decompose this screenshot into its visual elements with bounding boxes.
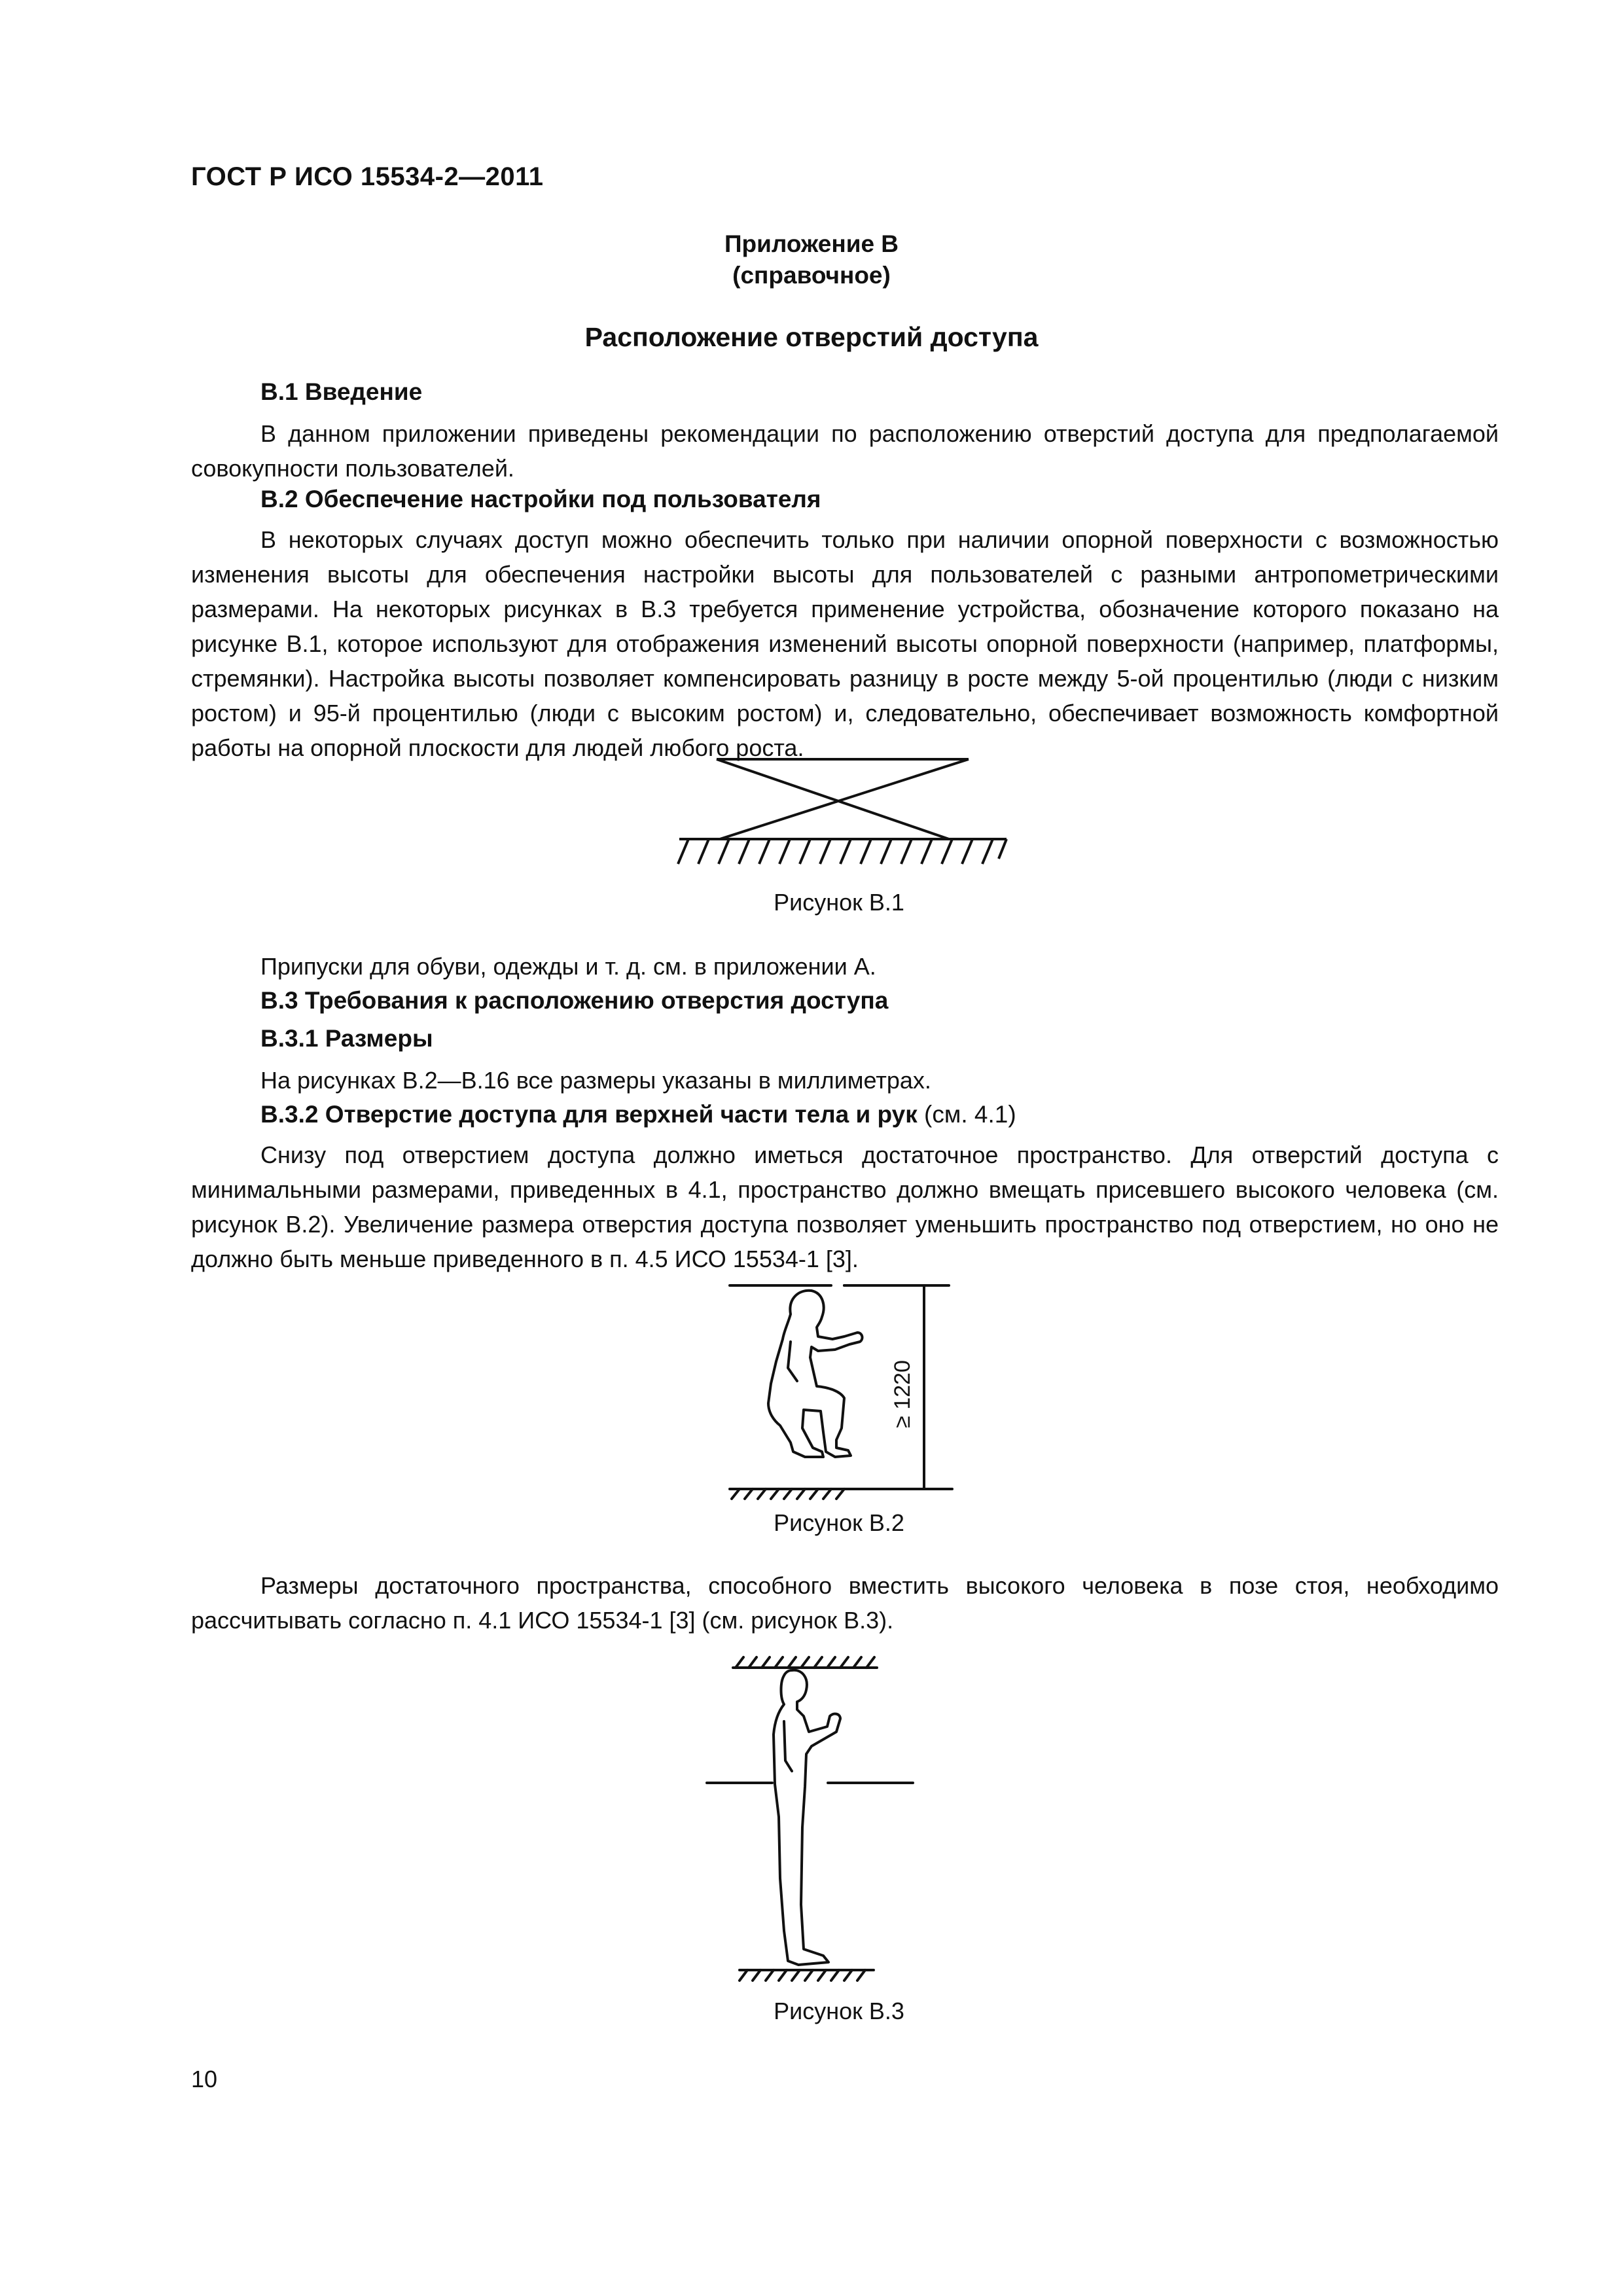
annex-title: Приложение В: [724, 230, 899, 257]
figure-b3-standing-person: [707, 1656, 929, 1990]
figure-b3-caption: Рисунок В.3: [774, 1998, 904, 2024]
section-b31-title: В.3.1 Размеры: [260, 1025, 433, 1052]
section-b32-title-text: В.3.2 Отверстие доступа для верхней части тела и рук: [260, 1101, 918, 1128]
section-b1-title: В.1 Введение: [260, 378, 423, 405]
section-b2-text: В некоторых случаях доступ можно обеспечить только при наличии опорной поверхности с возможностью изменения высоты для обеспечения настройки высоты для пользователей с разными антропометрическими размерами. На некоторых рисунках в В.3 требуется применение устройства, обозначение которого показано на рисунке В.1, которое используют для отображения изменений высоты опорной поверхности (например, платформы, стремянки). Настройка высоты позволяет компенсировать разницу в росте между 5-ой процентилью (люди с низким ростом) и 95-й процентилью (люди с высоким ростом) и, следовательно, обеспечивает возможность комфортной работы на опорной плоскости для людей любого роста.: [191, 526, 1499, 761]
annex-heading: Расположение отверстий доступа: [584, 322, 1039, 352]
figure-b1-caption: Рисунок В.1: [774, 889, 904, 916]
section-b2-title: В.2 Обеспечение настройки под пользователя: [260, 486, 821, 512]
document-id: ГОСТ Р ИСО 15534-2—2011: [191, 162, 544, 191]
section-b31-text: На рисунках В.2—В.16 все размеры указаны в миллиметрах.: [260, 1067, 931, 1094]
section-b3-title: В.3 Требования к расположению отверстия доступа: [260, 987, 889, 1014]
page-number: 10: [191, 2066, 218, 2092]
section-b32-text: Снизу под отверстием доступа должно иметься достаточное пространство. Для отверстий доступа с минимальными размерами, приведенных в 4.1, пространство должно вмещать присевшего высокого человека (см. рисунок В.2). Увеличение размера отверстия доступа позволяет уменьшить пространство под отверстием, но оно не должно быть меньше приведенного в п. 4.5 ИСО 15534-1 [3].: [191, 1141, 1499, 1272]
annex-kind: (справочное): [732, 262, 891, 289]
section-b32-note: Размеры достаточного пространства, способного вместить высокого человека в позе стоя, необходимо рассчитывать согласно п. 4.1 ИСО 15534-1 [3] (см. рисунок В.3).: [191, 1572, 1499, 1634]
figure-b2-dimension-label: ≥ 1220: [890, 1360, 915, 1428]
figure-b1-platform-symbol: [674, 753, 1014, 877]
section-b32-ref: (см. 4.1): [917, 1101, 1016, 1128]
section-b32-title: [260, 1101, 1016, 1128]
section-b2-note: Припуски для обуви, одежды и т. д. см. в приложении А.: [260, 953, 876, 980]
section-b1-text: В данном приложении приведены рекомендации по расположению отверстий доступа для предполагаемой совокупности пользователей.: [191, 420, 1499, 482]
figure-b2-crouching-person: [720, 1276, 969, 1499]
figure-b2-caption: Рисунок В.2: [774, 1509, 904, 1536]
